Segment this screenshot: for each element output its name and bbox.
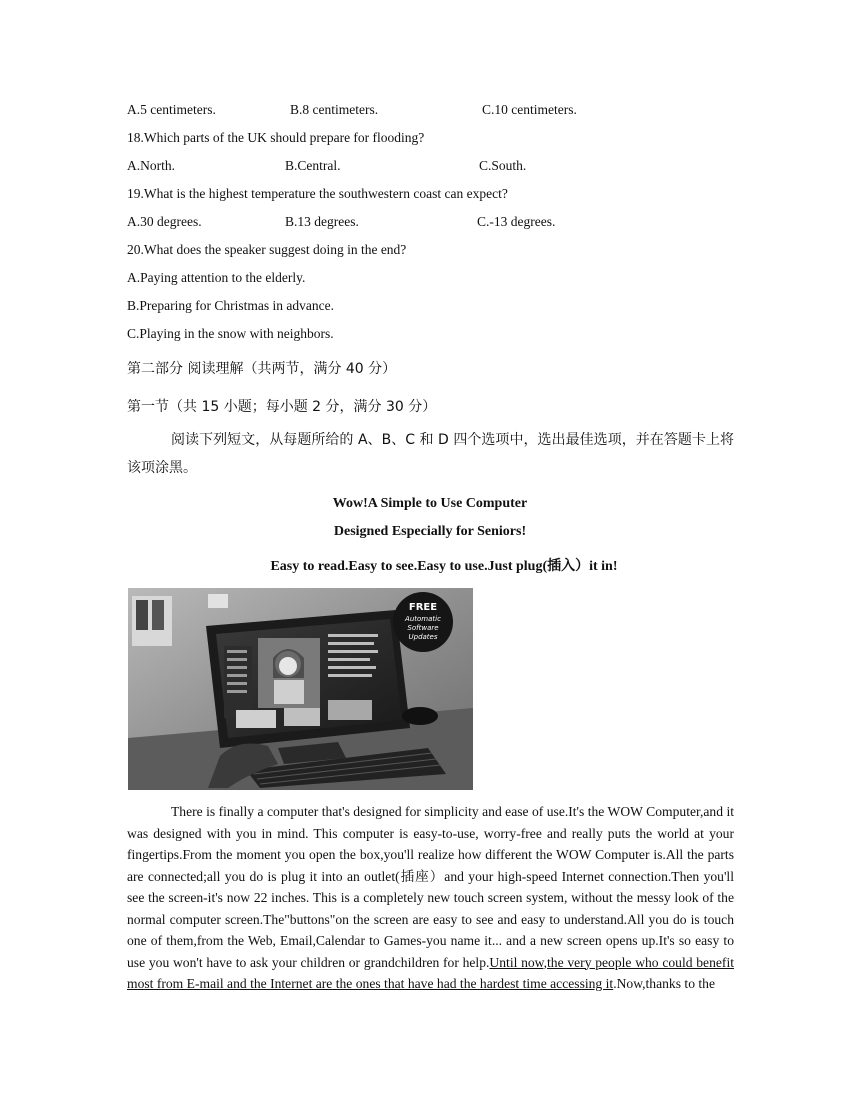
badge-line-4: Updates: [408, 633, 438, 641]
passage-text: There is finally a computer that's designed for simplicity and ease of use.It's the WOW Computer,and it was designed with you in mind. This computer is easy-to-use, worry-free and really puts the world at your fingertips.From the moment you open the box,you'll realize how different the WOW Computer is.All the parts are connected;all you do is plug it into an outlet(插座）and your high-speed Internet connection.Then you'll see the screen-it's now 22 inches. This is a completely new touch screen system, without the messy look of the normal computer screen.The"buttons"on the screen are easy to see and easy to understand.All you do is touch one of them,from the Web, Email,Calendar to Games-you name it... and a new screen opens up.It's so easy to use you won't have to ask your children or grandchildren for help.: [127, 804, 734, 970]
q20-option-b: B.Preparing for Christmas in advance.: [127, 298, 334, 313]
q18-question: 18.Which parts of the UK should prepare for flooding?: [127, 130, 425, 145]
badge-line-3: Software: [407, 624, 439, 632]
badge-line-2: Automatic: [405, 615, 441, 623]
q19-option-b: B.13 degrees.: [285, 214, 359, 229]
free-updates-badge: [393, 592, 453, 652]
q19-option-c: C.-13 degrees.: [477, 214, 556, 229]
q18-option-b: B.Central.: [285, 158, 341, 173]
q18-option-a: A.North.: [127, 158, 175, 173]
q20-option-c: C.Playing in the snow with neighbors.: [127, 326, 334, 341]
computer-photo: [128, 588, 473, 790]
q17-option-b: B.8 centimeters.: [290, 102, 379, 117]
ad-title-1: Wow!A Simple to Use Computer: [332, 496, 528, 511]
section1-heading: 第一节（共 15 小题；每小题 2 分，满分 30 分）: [127, 399, 437, 415]
passage-underlined-sentence: Until now,the very people who could benefit most from E-mail and the Internet are the ones that have had the hardest time accessing it: [127, 954, 734, 991]
ad-title-3: Easy to read.Easy to see.Easy to use.Just plug(插入）it in!: [270, 559, 618, 574]
passage-paragraph: [127, 801, 734, 995]
q19-question: 19.What is the highest temperature the southwestern coast can expect?: [127, 186, 508, 201]
q18-option-c: C.South.: [479, 158, 527, 173]
q20-question: 20.What does the speaker suggest doing in the end?: [127, 242, 407, 257]
q17-option-c: C.10 centimeters.: [482, 102, 577, 117]
q17-option-a: A.5 centimeters.: [127, 102, 216, 117]
q19-option-a: A.30 degrees.: [127, 214, 202, 229]
passage-tail: .Now,thanks to the: [613, 976, 716, 991]
part2-heading: 第二部分 阅读理解（共两节，满分 40 分）: [127, 361, 397, 377]
q20-option-a: A.Paying attention to the elderly.: [127, 270, 306, 285]
ad-title-2: Designed Especially for Seniors!: [333, 524, 527, 539]
reading-instruction: 阅读下列短文，从每题所给的 A、B、C 和 D 四个选项中，选出最佳选项，并在答题卡上将该项涂黑。: [127, 432, 734, 476]
badge-line-1: FREE: [408, 602, 438, 613]
